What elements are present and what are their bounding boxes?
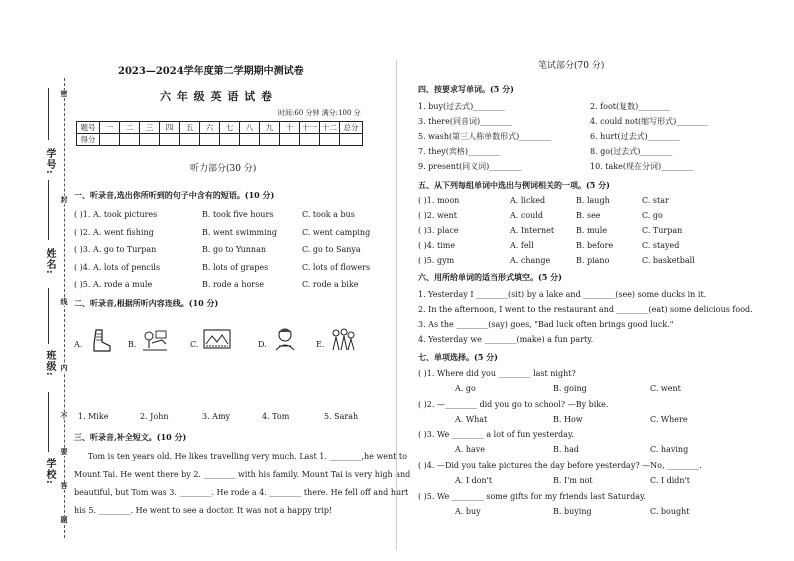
score-header-cell: 二 (120, 122, 140, 134)
score-header-cell: 题号 (77, 122, 100, 134)
word-task-7[interactable]: 7. they(宾格)________ (418, 147, 501, 156)
q1-c[interactable]: C. took a bus (302, 210, 355, 219)
score-header-cell: 三 (140, 122, 160, 134)
exam-title: 2023—2024学年度第二学期期中测试卷 (118, 66, 304, 77)
pic-label-d: D. (258, 340, 267, 349)
girl-eating-icon (270, 326, 300, 352)
q1-a[interactable]: ( )1. A. took pictures (74, 210, 158, 219)
match-4-word[interactable]: ( )4. time (418, 241, 456, 250)
section-7-title: 七、单项选择。(5 分) (418, 352, 498, 362)
class-line (48, 288, 49, 344)
score-table-score-row (77, 134, 363, 146)
seal-char-8: 题 (60, 516, 69, 524)
score-input-cell[interactable] (340, 134, 363, 146)
word-task-9[interactable]: 9. present(同义词)________ (418, 162, 522, 171)
mc-1-question: ( )1. Where did you ________ last night? (418, 369, 576, 378)
score-input-cell[interactable] (200, 134, 220, 146)
match-5-word[interactable]: ( )5. gym (418, 256, 455, 265)
exam-subtitle: 六 年 级 英 语 试 卷 (160, 90, 273, 103)
mc-2-a[interactable]: A. What (455, 415, 488, 424)
word-task-10[interactable]: 10. take(现在分词)________ (590, 162, 694, 171)
score-input-cell[interactable] (300, 134, 320, 146)
name-mike: 1. Mike (78, 412, 109, 421)
mc-5-a[interactable]: A. buy (455, 507, 481, 516)
family-group-icon (328, 326, 358, 352)
name-line (48, 180, 49, 240)
word-task-2[interactable]: 2. foot(复数)________ (590, 102, 671, 111)
match-3-a[interactable]: A. Internet (510, 226, 555, 235)
fill-line-4[interactable]: 4. Yesterday we ________(make) a fun party. (418, 335, 594, 344)
score-input-cell[interactable] (240, 134, 260, 146)
fill-line-3[interactable]: 3. As the ________(say) goes, "Bad luck often brings good luck." (418, 320, 674, 329)
q4-b[interactable]: B. lots of grapes (202, 263, 269, 272)
score-input-cell[interactable] (220, 134, 240, 146)
match-1-a[interactable]: A. licked (510, 196, 546, 205)
match-5-a[interactable]: A. change (510, 256, 551, 265)
q5-b[interactable]: B. rode a horse (202, 280, 264, 289)
score-header-cell: 一 (100, 122, 120, 134)
mc-3-a[interactable]: A. have (455, 445, 486, 454)
match-4-a[interactable]: A. fell (510, 241, 534, 250)
passage-line-4: his 5. ________. He went to see a doctor. It was not a happy trip! (74, 506, 333, 515)
passage-line-3: beautiful, but Tom was 3. ________. He rode a 4. ________ there. He fell off and hurt (74, 488, 409, 497)
match-5-b[interactable]: B. piano (576, 256, 610, 265)
mc-3-question: ( )3. We ________ a lot of fun yesterday. (418, 430, 574, 439)
name-sarah: 5. Sarah (324, 412, 359, 421)
q3-a[interactable]: ( )3. A. go to Turpan (74, 245, 157, 254)
pic-label-c: C. (190, 340, 199, 349)
mc-4-c[interactable]: C. I didn't (650, 476, 690, 485)
score-header-cell: 六 (200, 122, 220, 134)
q5-a[interactable]: ( )5. A. rode a mule (74, 280, 153, 289)
match-2-c[interactable]: C. go (642, 211, 663, 220)
score-input-cell[interactable] (320, 134, 340, 146)
score-header-cell: 十一 (300, 122, 320, 134)
q5-c[interactable]: C. rode a bike (302, 280, 359, 289)
name-tom: 4. Tom (262, 412, 290, 421)
score-header-cell: 十 (280, 122, 300, 134)
mc-2-c[interactable]: C. Where (650, 415, 688, 424)
school-label: 学校: (44, 458, 55, 485)
word-task-1[interactable]: 1. buy(过去式)________ (418, 102, 506, 111)
score-header-cell: 九 (260, 122, 280, 134)
score-input-cell[interactable] (140, 134, 160, 146)
score-table-header-row (77, 122, 363, 134)
q1-b[interactable]: B. took five hours (202, 210, 274, 219)
fill-line-2[interactable]: 2. In the afternoon, I went to the restaurant and ________(eat) some delicious food. (418, 305, 753, 314)
seal-char-4: 内 (60, 364, 69, 372)
q2-a[interactable]: ( )2. A. went fishing (74, 228, 154, 237)
exam-meta: 时间:60 分钟 满分:100 分 (278, 109, 361, 117)
q2-c[interactable]: C. went camping (302, 228, 371, 237)
seal-char-1: 密 (60, 90, 69, 98)
section-5-title: 五、从下列每组单词中选出与例词相关的一项。(5 分) (418, 180, 610, 190)
mc-3-c[interactable]: C. having (650, 445, 689, 454)
boy-reading-icon (140, 328, 170, 354)
match-1-b[interactable]: B. laugh (576, 196, 610, 205)
word-task-4[interactable]: 4. could not(缩写形式)________ (590, 117, 709, 126)
section-2-title: 二、听录音,根据所听内容连线。(10 分) (74, 298, 219, 308)
writing-header: 笔试部分(70 分) (538, 61, 605, 71)
student-number-label: 学号: (44, 148, 55, 175)
mc-1-a[interactable]: A. go (455, 384, 476, 393)
score-header-cell: 五 (180, 122, 200, 134)
pic-label-b: B. (128, 340, 137, 349)
seal-char-2: 封 (60, 196, 69, 204)
score-table (76, 121, 363, 146)
injured-foot-icon (86, 328, 116, 354)
match-3-b[interactable]: B. mule (576, 226, 607, 235)
score-header-cell: 十二 (320, 122, 340, 134)
word-task-5[interactable]: 5. wash(第三人称单数形式)________ (418, 132, 552, 141)
section-4-title: 四、按要求写单词。(5 分) (418, 84, 514, 94)
match-3-word[interactable]: ( )3. place (418, 226, 459, 235)
mc-4-question: ( )4. —Did you take pictures the day before yesterday? —No, ________. (418, 461, 702, 470)
section-3-title: 三、听录音,补全短文。(10 分) (74, 432, 187, 442)
score-header-cell: 七 (220, 122, 240, 134)
score-input-cell[interactable] (180, 134, 200, 146)
fill-line-1[interactable]: 1. Yesterday I ________(sit) by a lake and ________(see) some ducks in it. (418, 290, 707, 299)
mc-2-question: ( )2. —________ did you go to school? —By bike. (418, 400, 609, 409)
q4-a[interactable]: ( )4. A. lots of pencils (74, 263, 161, 272)
mc-1-b[interactable]: B. going (553, 384, 587, 393)
mc-5-question: ( )5. We ________ some gifts for my friends last Saturday. (418, 492, 646, 501)
mc-1-c[interactable]: C. went (650, 384, 681, 393)
match-3-c[interactable]: C. Turpan (642, 226, 683, 235)
mc-4-b[interactable]: B. I'm not (553, 476, 593, 485)
word-task-6[interactable]: 6. hurt(过去式)________ (590, 132, 680, 141)
passage-line-2: Mount Tai. He went there by 2. ________ with his family. Mount Tai is very high and (74, 470, 411, 479)
school-line (48, 392, 49, 452)
score-row-label: 得分 (77, 134, 100, 146)
q2-b[interactable]: B. went swimming (202, 228, 277, 237)
match-4-c[interactable]: C. stayed (642, 241, 680, 250)
section-1-title: 一、听录音,选出你所听到的句子中含有的短语。(10 分) (74, 190, 275, 200)
mc-5-b[interactable]: B. buying (553, 507, 592, 516)
mc-3-b[interactable]: B. had (553, 445, 580, 454)
match-2-a[interactable]: A. could (510, 211, 543, 220)
score-input-cell[interactable] (160, 134, 180, 146)
landscape-picture-icon (202, 326, 232, 352)
word-task-3[interactable]: 3. there(同音词)________ (418, 117, 513, 126)
pic-label-a: A. (74, 340, 83, 349)
pic-label-e: E. (316, 340, 325, 349)
seal-char-5: 不 (60, 412, 69, 420)
name-label: 姓名: (44, 248, 55, 275)
match-2-b[interactable]: B. see (576, 211, 601, 220)
score-header-cell: 总分 (340, 122, 363, 134)
seal-char-6: 要 (60, 448, 69, 456)
seal-char-7: 答 (60, 482, 69, 490)
name-john: 2. John (140, 412, 169, 421)
score-input-cell[interactable] (260, 134, 280, 146)
q3-c[interactable]: C. go to Sanya (302, 245, 361, 254)
score-input-cell[interactable] (100, 134, 120, 146)
score-header-cell: 四 (160, 122, 180, 134)
name-amy: 3. Amy (202, 412, 231, 421)
section-6-title: 六、用所给单词的适当形式填空。(5 分) (418, 272, 562, 282)
binding-margin (0, 0, 69, 561)
mc-5-c[interactable]: C. bought (650, 507, 690, 516)
mc-4-a[interactable]: A. I don't (455, 476, 493, 485)
match-1-c[interactable]: C. star (642, 196, 669, 205)
match-4-b[interactable]: B. before (576, 241, 614, 250)
score-input-cell[interactable] (280, 134, 300, 146)
word-task-8[interactable]: 8. go(过去式)________ (590, 147, 673, 156)
seal-dashed-line (64, 78, 65, 538)
seal-char-3: 线 (60, 298, 69, 306)
q4-c[interactable]: C. lots of flowers (302, 263, 371, 272)
match-1-word[interactable]: ( )1. moon (418, 196, 460, 205)
score-input-cell[interactable] (120, 134, 140, 146)
mc-2-b[interactable]: B. How (553, 415, 583, 424)
match-5-c[interactable]: C. basketball (642, 256, 695, 265)
match-2-word[interactable]: ( )2. went (418, 211, 457, 220)
score-header-cell: 八 (240, 122, 260, 134)
q3-b[interactable]: B. go to Yunnan (202, 245, 266, 254)
page-divider (396, 60, 397, 550)
passage-line-1: Tom is ten years old. He likes travelling very much. Last 1. ________,he went to (88, 452, 407, 461)
listening-header: 听力部分(30 分) (190, 164, 257, 174)
class-label: 班级: (44, 350, 55, 377)
student-number-line (48, 88, 49, 140)
